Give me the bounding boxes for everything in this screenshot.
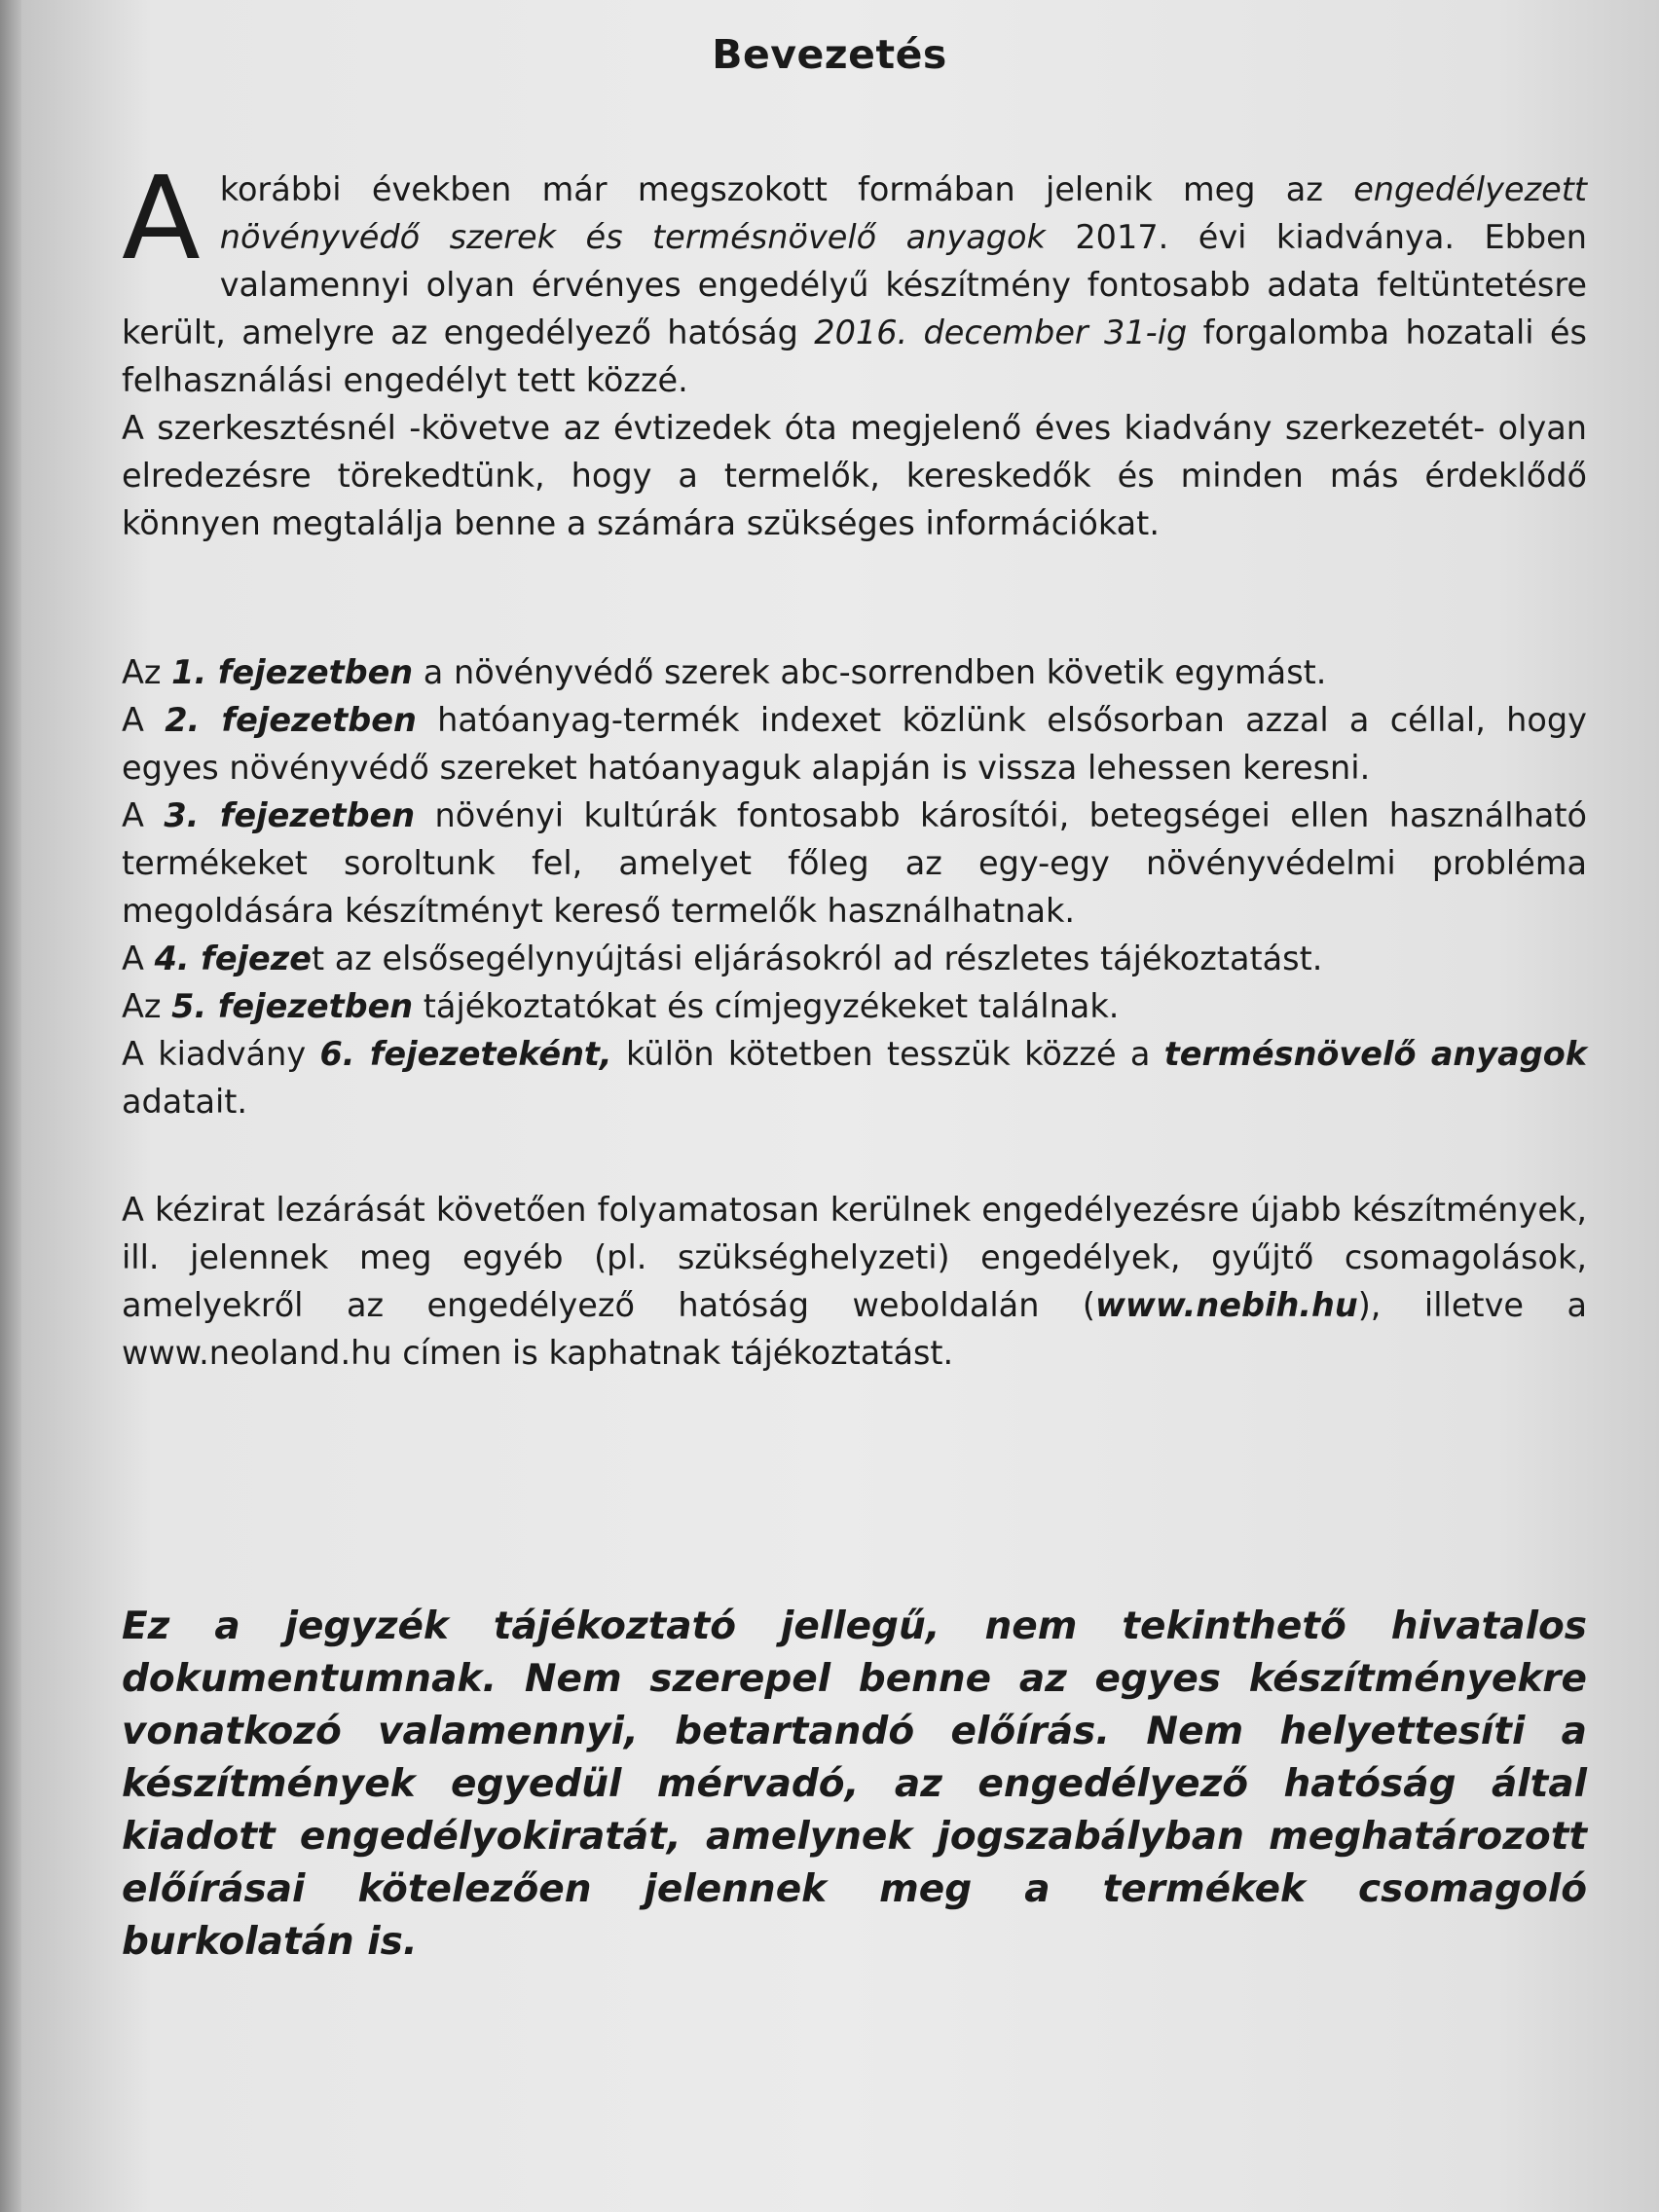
page-binding-edge <box>0 0 21 2212</box>
intro-italic-date: 2016. december 31-ig <box>814 313 1188 351</box>
chapter-6-line: A kiadvány 6. fejezeteként, külön kötetben tesszük közzé a termésnövelő anyagok adatait. <box>122 1035 1587 1121</box>
intro-text-1: korábbi években már megszokott formában jelenik meg az <box>219 170 1354 208</box>
chapter-list <box>122 648 1587 1125</box>
disclaimer-paragraph: Ez a jegyzék tájékoztató jellegű, nem tekinthető hivatalos dokumentumnak. Nem szerepel benne az egyes készítményekre vonatkozó valamennyi, betartandó előírás. Nem helyettesíti a készítmények egyedül mérvadó, az engedélyező hatóság által kiadott engedélyokiratát, amelynek jogszabályban meghatározott előírásai kötelezően jelennek meg a termékek csomagoló burkolatán is. <box>122 1604 1587 1964</box>
intro-text-3: forgalomba hozatali és felhasználási engedélyt tett közzé. <box>122 313 1587 399</box>
document-body <box>122 151 1588 1969</box>
page-title: Bevezetés <box>712 31 947 78</box>
neoland-link[interactable]: www.neoland.hu <box>122 1334 392 1372</box>
chapter-4-line: A 4. fejezet az elsősegélynyújtási eljárásokról ad részletes tájékoztatást. <box>122 940 1323 977</box>
drop-cap: A <box>122 151 201 285</box>
nebih-link[interactable]: www.nebih.hu <box>1094 1286 1358 1324</box>
intro-italic-title: engedélyezett növényvédő szerek és termésnövelő anyagok <box>219 170 1587 256</box>
updates-paragraph: A kézirat lezárását követően folyamatosan kerülnek engedélyezésre újabb készítmények, ill. jelennek meg egyéb (pl. szükséghelyzeti) engedélyek, gyűjtő csomagolások, amelyekről az engedélyező hatóság weboldalán (www.nebih.hu), illetve a www.neoland.hu címen is kaphatnak tájékoztatást. <box>122 1191 1587 1372</box>
intro-paragraph <box>122 151 1588 404</box>
chapter-3-line: A 3. fejezetben növényi kultúrák fontosabb károsítói, betegségei ellen használható termékeket soroltunk fel, amelyet főleg az egy-egy növényvédelmi probléma megoldására készítményt kereső termelők használhatnak. <box>122 796 1587 930</box>
chapter-2-line: A 2. fejezetben hatóanyag-termék indexet közlünk elsősorban azzal a céllal, hogy egyes növényvédő szereket hatóanyaguk alapján is vissza lehessen keresni. <box>122 701 1587 787</box>
chapter-5-line: Az 5. fejezetben tájékoztatókat és címjegyzékeket találnak. <box>122 987 1120 1025</box>
chapter-1-line: Az 1. fejezetben a növényvédő szerek abc-sorrendben követik egymást. <box>122 653 1327 691</box>
intro-paragraph-2: A szerkesztésnél -követve az évtizedek óta megjelenő éves kiadvány szerkezetét- olyan elredezésre törekedtünk, hogy a termelők, kereskedők és minden más érdeklődő könnyen megtalálja benne a számára szükséges információkat. <box>122 409 1587 542</box>
intro-text-2: 2017. évi kiadványa. Ebben valamennyi olyan érvényes engedélyű készítmény fontosabb adata feltüntetésre került, amelyre az engedélyező hatóság <box>122 218 1588 351</box>
